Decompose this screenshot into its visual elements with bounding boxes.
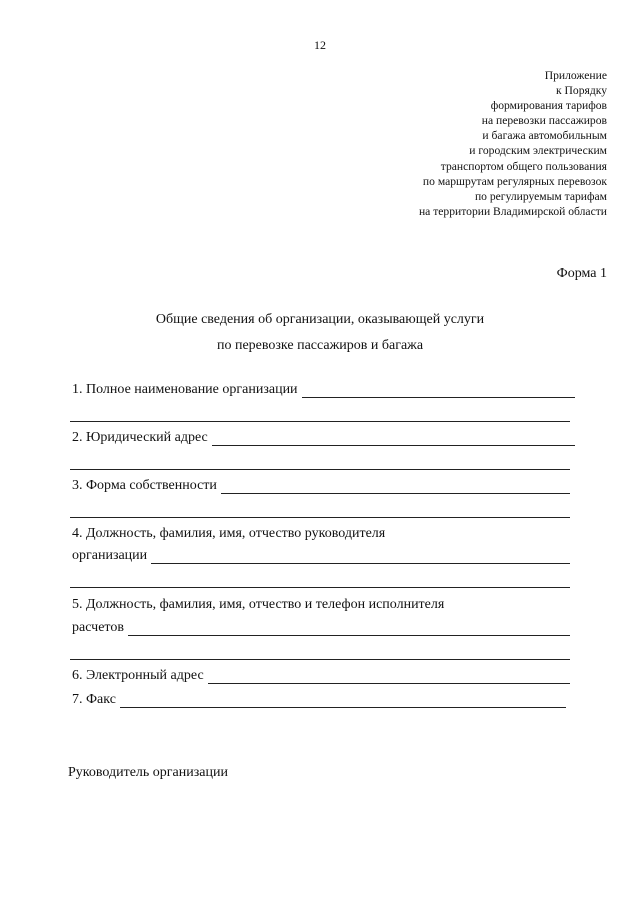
field-full-name-continuation-line[interactable] <box>70 421 570 422</box>
field-fax[interactable] <box>72 692 566 708</box>
field-legal-address-continuation-line[interactable] <box>70 469 570 470</box>
form-label: Форма 1 <box>556 266 607 281</box>
field-calculation-executor-line[interactable] <box>128 622 570 636</box>
appendix-line: к Порядку <box>556 84 607 98</box>
field-fax-line[interactable] <box>120 694 566 708</box>
field-head-label-line-1: 4. Должность, фамилия, имя, отчество руководителя <box>72 526 386 541</box>
field-head-label-line-2: организации <box>72 548 148 563</box>
field-email-line[interactable] <box>208 670 570 684</box>
field-head-continuation-line[interactable] <box>70 587 570 588</box>
signature-label: Руководитель организации <box>68 765 228 780</box>
field-executor-label-line-2: расчетов <box>72 620 124 635</box>
field-email[interactable] <box>72 668 570 684</box>
appendix-line: транспортом общего пользования <box>440 159 607 173</box>
form-title-line-1: Общие сведения об организации, оказывающей услуги <box>155 312 485 327</box>
field-executor-continuation-line[interactable] <box>70 659 570 660</box>
appendix-line: на перевозки пассажиров <box>481 114 607 128</box>
form-title-line-2: по перевозке пассажиров и багажа <box>216 338 424 353</box>
field-ownership-form[interactable] <box>72 478 570 494</box>
appendix-line: на территории Владимирской области <box>418 204 607 218</box>
field-head-of-organization[interactable] <box>72 548 570 564</box>
field-ownership-form-label: 3. Форма собственности <box>72 478 217 493</box>
appendix-line: и багажа автомобильным <box>482 129 607 143</box>
field-ownership-form-line[interactable] <box>221 480 570 494</box>
appendix-line: формирования тарифов <box>490 99 607 113</box>
field-full-name-label: 1. Полное наименование организации <box>72 382 298 397</box>
appendix-line: и городским электрическим <box>469 144 607 158</box>
field-calculation-executor[interactable] <box>72 620 570 636</box>
appendix-line: по маршрутам регулярных перевозок <box>422 174 607 188</box>
field-fax-label: 7. Факс <box>72 692 116 707</box>
field-legal-address-line[interactable] <box>212 432 575 446</box>
field-head-of-organization-line[interactable] <box>151 550 570 564</box>
field-legal-address[interactable] <box>72 430 575 446</box>
field-full-name-line[interactable] <box>302 384 575 398</box>
field-executor-label-line-1: 5. Должность, фамилия, имя, отчество и телефон исполнителя <box>72 597 445 612</box>
appendix-line: по регулируемым тарифам <box>474 189 607 203</box>
field-ownership-form-continuation-line[interactable] <box>70 517 570 518</box>
page-number: 12 <box>314 38 326 52</box>
field-legal-address-label: 2. Юридический адрес <box>72 430 208 445</box>
appendix-line: Приложение <box>544 69 607 82</box>
field-email-label: 6. Электронный адрес <box>72 668 204 683</box>
appendix-header <box>419 68 607 219</box>
field-full-name[interactable] <box>72 382 575 398</box>
